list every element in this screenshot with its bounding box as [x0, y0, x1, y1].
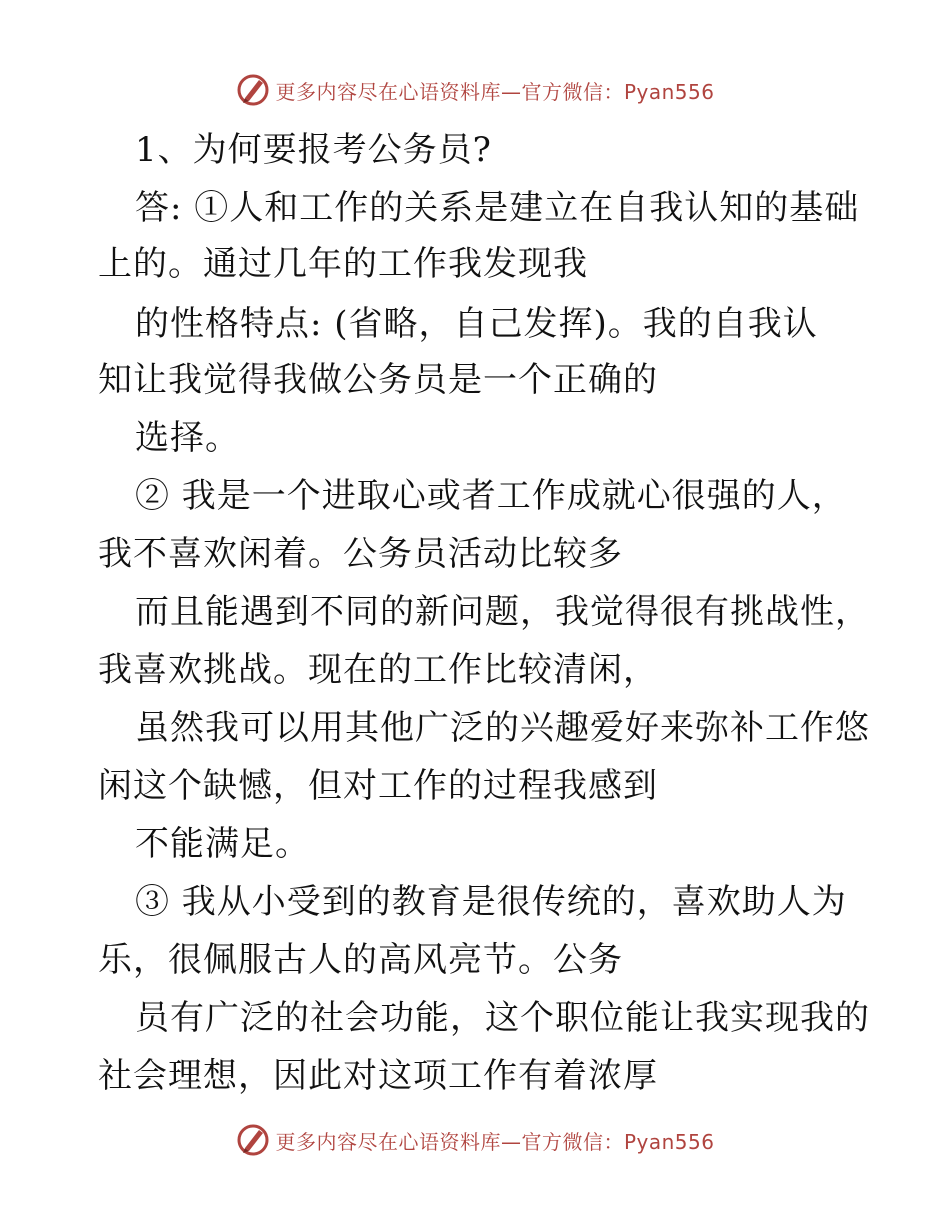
doc-line: 乐，很佩服古人的高风亮节。公务 — [98, 940, 623, 980]
header-watermark-text: 更多内容尽在心语资料库—官方微信：Pyan556 — [275, 79, 715, 104]
doc-line: 员有广泛的社会功能，这个职位能让我实现我的 — [135, 998, 870, 1038]
doc-line: 虽然我可以用其他广泛的兴趣爱好来弥补工作悠 — [135, 708, 870, 748]
doc-line: 的性格特点: (省略，自己发挥)。我的自我认 — [135, 304, 818, 344]
doc-line: 不能满足。 — [135, 824, 310, 864]
pen-circle-logo-icon — [235, 72, 271, 108]
doc-line: 我喜欢挑战。现在的工作比较清闲， — [98, 650, 658, 690]
doc-line: 社会理想，因此对这项工作有着浓厚 — [98, 1056, 658, 1096]
footer-watermark-text: 更多内容尽在心语资料库—官方微信：Pyan556 — [275, 1129, 715, 1154]
doc-line: ② 我是一个进取心或者工作成就心很强的人， — [135, 476, 847, 516]
header-watermark — [0, 70, 950, 110]
doc-line: 选择。 — [135, 418, 240, 458]
doc-line: 知让我觉得我做公务员是一个正确的 — [98, 360, 658, 400]
footer-watermark — [0, 1120, 950, 1160]
doc-line: 答: ①人和工作的关系是建立在自我认知的基础 — [135, 188, 860, 228]
doc-line: 我不喜欢闲着。公务员活动比较多 — [98, 534, 623, 574]
doc-line: 1、为何要报考公务员? — [135, 130, 492, 170]
doc-line: ③ 我从小受到的教育是很传统的，喜欢助人为 — [135, 882, 847, 922]
pen-circle-logo-icon — [235, 1122, 271, 1158]
doc-line: 上的。通过几年的工作我发现我 — [98, 244, 588, 284]
doc-line: 闲这个缺憾，但对工作的过程我感到 — [98, 766, 658, 806]
doc-line: 而且能遇到不同的新问题，我觉得很有挑战性， — [135, 592, 870, 632]
